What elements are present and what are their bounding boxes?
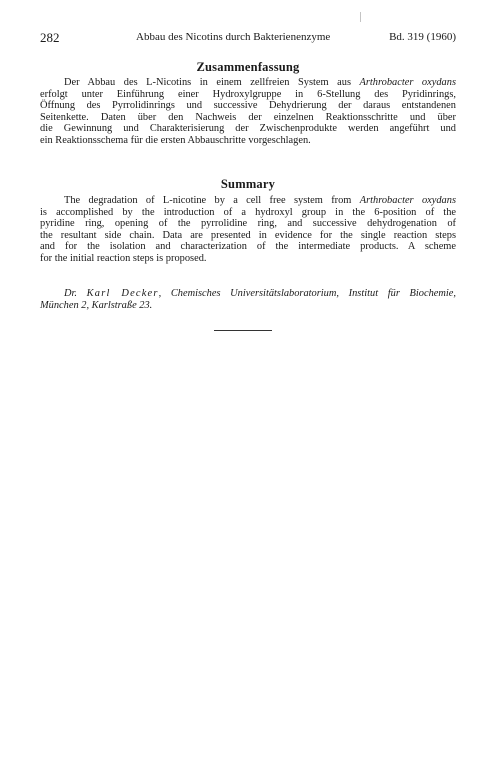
zusammenfassung-line-3: Öffnung des Pyrrolidinrings und successive Dehydrierung der daraus entstandenen bbox=[40, 100, 456, 112]
zusammenfassung-line-4: Seitenkette. Daten über den Nachweis der einzelnen Reaktionsschritte und über bbox=[40, 111, 456, 123]
volume-info: Bd. 319 (1960) bbox=[389, 31, 456, 43]
running-title: Abbau des Nicotins durch Bakterienenzyme bbox=[136, 31, 331, 43]
summary-line-1: The degradation of L-nicotine by a cell free system from Arthrobacter oxydans bbox=[64, 195, 456, 206]
author-affiliation bbox=[40, 288, 456, 311]
summary-line-3: pyridine ring, opening of the pyrrolidine ring, and successive dehydrogenation of bbox=[40, 218, 456, 230]
zusammenfassung-line-6: ein Reaktionsschema für die ersten Abbauschritte vorgeschlagen. bbox=[40, 134, 311, 146]
zusammenfassung-title: Zusammenfassung bbox=[196, 60, 300, 74]
summary-title: Summary bbox=[220, 177, 276, 191]
zusammenfassung-line-2: erfolgt unter Einführung einer Hydroxylgruppe in 6-Stellung des Pyridinrings, bbox=[40, 88, 456, 100]
summary-paragraph bbox=[40, 195, 456, 265]
zusammenfassung-line-1: Der Abbau des L-Nicotins in einem zellfreien System aus Arthrobacter oxydans bbox=[64, 77, 456, 88]
summary-line-6: for the initial reaction steps is proposed. bbox=[40, 252, 207, 264]
author-name: Karl Decker bbox=[86, 288, 159, 299]
end-rule bbox=[214, 330, 272, 331]
page-number: 282 bbox=[40, 30, 60, 45]
affiliation-line-1: Dr. Karl Decker, Chemisches Universitätslaboratorium, Institut für Biochemie, bbox=[64, 288, 456, 299]
zusammenfassung-paragraph bbox=[40, 77, 456, 147]
page-header bbox=[40, 30, 456, 46]
scan-mark bbox=[360, 12, 361, 22]
affiliation-line-2: München 2, Karlstraße 23. bbox=[40, 299, 153, 311]
summary-line-4: the resultant side chain. Data are presented in evidence for the single reaction steps bbox=[40, 229, 456, 241]
summary-line-5: and for the isolation and characterization of the intermediate products. A scheme bbox=[40, 241, 456, 253]
zusammenfassung-line-5: die Gewinnung und Charakterisierung der Zwischenprodukte werden angeführt und bbox=[40, 123, 456, 135]
summary-line-2: is accomplished by the introduction of a hydroxyl group in the 6-position of the bbox=[40, 206, 456, 218]
